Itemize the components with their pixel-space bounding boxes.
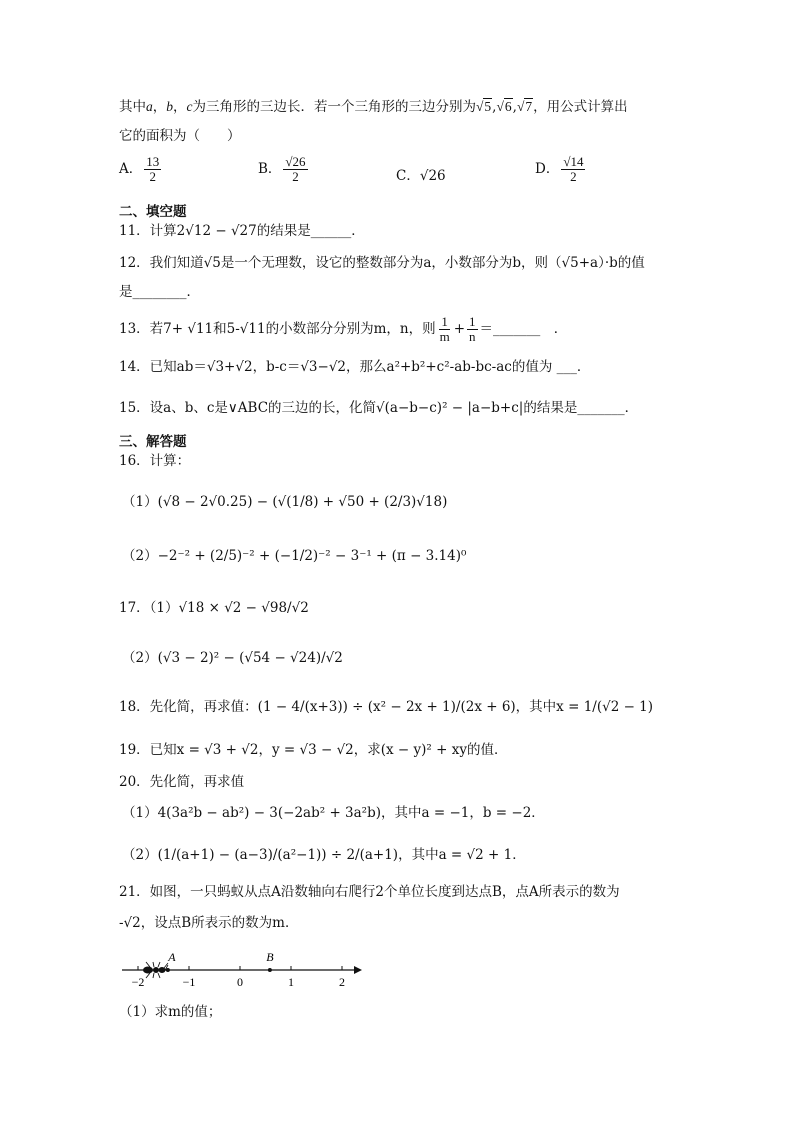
axis-tick-label: 1 [288,975,294,989]
question-12-line1: 12．我们知道√5是一个无理数，设它的整数部分为a，小数部分为b，则（√5+a）·b的值 [119,255,645,271]
ant-icon [143,962,168,978]
section-title-fill-blank: 二、填空题 [119,204,187,220]
question-21-sub1: （1）求m的值； [119,1004,222,1020]
section-title-solve: 三、解答题 [119,434,187,450]
question-13: 13．若7+ √11和5-√11的小数部分分别为m，n，则 $\frac{1}{m}$ + $\frac{1}{n}$ ＝_______ ． [119,314,568,344]
question-16-part2: （2）−2⁻² + (2/5)⁻² + (−1/2)⁻² − 3⁻¹ + (π − 3.14)⁰ [122,548,467,564]
option-a[interactable]: A． $\frac{13}{2}$ [119,154,160,184]
option-b[interactable]: B． $\frac{√26}{2}$ [258,154,306,184]
q10-line2: 它的面积为（ ） [119,128,241,144]
question-17-part2: （2）(√3 − 2)² − (√54 − √24)/√2 [122,650,343,666]
question-16-title: 16．计算： [119,453,191,469]
axis-tick-label: 2 [339,975,345,989]
question-17-part1: 17．（1）√18 × √2 − √98/√2 [119,600,309,616]
point-label-b: B [266,950,274,964]
question-11: 11．计算2√12 − √27的结果是______． [119,223,365,239]
option-c[interactable]: C．√26 [396,168,446,184]
point-a [166,968,170,972]
q10-intro: 其中a，b，c为三角形的三边长．若一个三角形的三边分别为√5,√6,√7，用公式计算出 [119,99,628,115]
axis-tick-label: −1 [182,975,196,989]
axis-tick-label: −2 [131,975,145,989]
question-21-line1: 21．如图，一只蚂蚁从点A沿数轴向右爬行2个单位长度到达点B，点A所表示的数为 [119,884,620,900]
question-15: 15．设a、b、c是∨ABC的三边的长，化简√(a−b−c)² − |a−b+c|的结果是_______． [119,400,639,416]
question-16-part1: （1）(√8 − 2√0.25) − (√(1/8) + √50 + (2/3)√18) [122,494,448,510]
question-14: 14．已知ab＝√3+√2，b-c＝√3−√2，那么a²+b²+c²-ab-bc-ac的值为 ___． [119,359,591,375]
point-label-a: A [168,950,176,964]
question-20-part2: （2）(1/(a+1) − (a−3)/(a²−1)) ÷ 2/(a+1)，其中a = √2 + 1． [122,847,526,863]
question-19: 19．已知x = √3 + √2，y = √3 − √2，求(x − y)² + xy的值． [119,742,508,758]
question-12-line2: 是________． [119,284,200,300]
point-b [268,968,272,972]
axis-tick-label: 0 [237,975,243,989]
question-20-title: 20．先化简，再求值 [119,774,245,790]
question-18: 18．先化简，再求值：(1 − 4/(x+3)) ÷ (x² − 2x + 1)/(2x + 6)，其中x = 1/(√2 − 1) [119,699,654,715]
question-21-line2: -√2，设点B所表示的数为m． [119,915,299,931]
number-line-figure [118,946,378,994]
question-20-part1: （1）4(3a²b − ab²) − 3(−2ab² + 3a²b)，其中a = −1，b = −2． [122,805,545,821]
option-d[interactable]: D． $\frac{√14}{2}$ [535,154,584,184]
axis-arrow-icon [354,966,362,974]
